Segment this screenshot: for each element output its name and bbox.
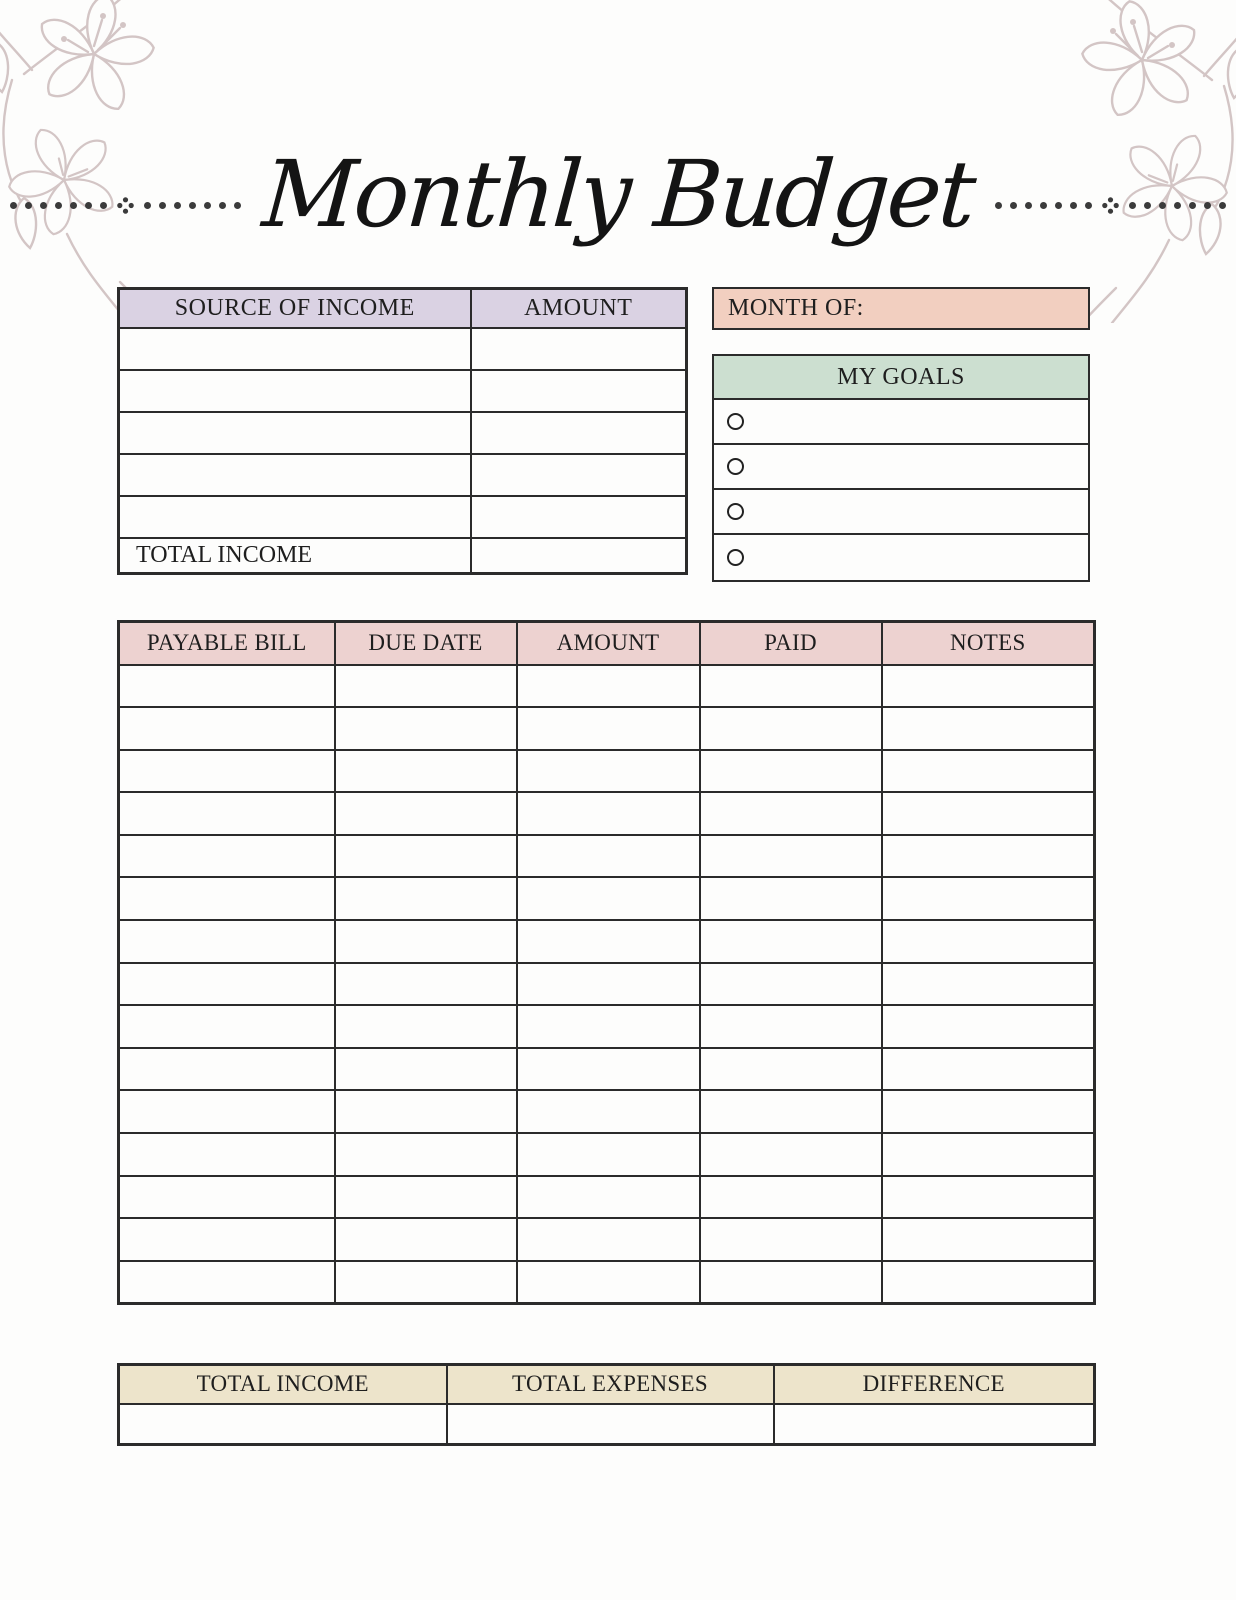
bill-entry-cell[interactable]	[119, 707, 335, 750]
bill-entry-cell[interactable]	[335, 665, 517, 708]
bill-entry-cell[interactable]	[119, 1261, 335, 1304]
table-row	[119, 707, 1095, 750]
income-entry-cell[interactable]	[119, 328, 471, 370]
table-row	[119, 1176, 1095, 1219]
income-entry-cell[interactable]	[119, 370, 471, 412]
ornament-dots-left	[10, 197, 241, 214]
ornament-dot	[159, 202, 166, 209]
income-entry-cell[interactable]	[471, 454, 687, 496]
bill-entry-cell[interactable]	[517, 1176, 700, 1219]
bill-entry-cell[interactable]	[882, 1005, 1095, 1048]
goal-row[interactable]	[714, 400, 1088, 445]
bills-table-body	[119, 665, 1095, 1304]
table-row	[119, 496, 687, 538]
bill-entry-cell[interactable]	[517, 792, 700, 835]
bill-entry-cell[interactable]	[335, 1218, 517, 1261]
ornament-dot	[1025, 202, 1032, 209]
ornament-dot	[40, 202, 47, 209]
ornament-dot	[1219, 202, 1226, 209]
ornament-dot	[1070, 202, 1077, 209]
income-entry-cell[interactable]	[471, 370, 687, 412]
bill-entry-cell[interactable]	[119, 1218, 335, 1261]
bill-entry-cell[interactable]	[882, 1176, 1095, 1219]
bill-entry-cell[interactable]	[517, 963, 700, 1006]
table-row	[119, 963, 1095, 1006]
ornament-dot	[1055, 202, 1062, 209]
goal-bullet-circle[interactable]	[727, 413, 744, 430]
bill-entry-cell[interactable]	[517, 1005, 700, 1048]
dot-run	[144, 202, 241, 209]
summary-table-body	[119, 1404, 1095, 1445]
bill-entry-cell[interactable]	[119, 1133, 335, 1176]
bill-entry-cell[interactable]	[700, 1005, 882, 1048]
four-dot-diamond-icon	[1102, 197, 1119, 214]
bill-entry-cell[interactable]	[517, 750, 700, 793]
ornament-dot	[1085, 202, 1092, 209]
income-table-head-row	[119, 289, 687, 328]
bills-column-header: AMOUNT	[517, 622, 700, 665]
summary-value-cell[interactable]	[774, 1404, 1095, 1445]
page-title: Monthly Budget	[259, 140, 977, 248]
income-entry-cell[interactable]	[471, 496, 687, 538]
dot-run	[10, 202, 107, 209]
bill-entry-cell[interactable]	[335, 1261, 517, 1304]
table-row	[119, 835, 1095, 878]
bill-entry-cell[interactable]	[517, 877, 700, 920]
goal-bullet-circle[interactable]	[727, 458, 744, 475]
bill-entry-cell[interactable]	[517, 920, 700, 963]
bill-entry-cell[interactable]	[335, 963, 517, 1006]
dot-run	[1129, 202, 1226, 209]
goal-row[interactable]	[714, 445, 1088, 490]
bill-entry-cell[interactable]	[700, 1090, 882, 1133]
bill-entry-cell[interactable]	[882, 1218, 1095, 1261]
bill-entry-cell[interactable]	[335, 1090, 517, 1133]
bill-entry-cell[interactable]	[517, 1261, 700, 1304]
ornament-dot	[10, 202, 17, 209]
ornament-dot	[25, 202, 32, 209]
bill-entry-cell[interactable]	[517, 1048, 700, 1091]
bill-entry-cell[interactable]	[119, 750, 335, 793]
table-row	[119, 1005, 1095, 1048]
bill-entry-cell[interactable]	[882, 1133, 1095, 1176]
ornament-dot	[219, 202, 226, 209]
bill-entry-cell[interactable]	[335, 1176, 517, 1219]
table-row	[119, 412, 687, 454]
bill-entry-cell[interactable]	[700, 1176, 882, 1219]
bill-entry-cell[interactable]	[335, 877, 517, 920]
table-row	[119, 750, 1095, 793]
ornament-dot	[995, 202, 1002, 209]
summary-column-header: DIFFERENCE	[774, 1365, 1095, 1404]
ornament-dot	[1144, 202, 1151, 209]
ornament-dot	[234, 202, 241, 209]
ornament-dot	[1040, 202, 1047, 209]
bill-entry-cell[interactable]	[700, 835, 882, 878]
ornament-dots-right	[995, 197, 1226, 214]
bill-entry-cell[interactable]	[517, 1090, 700, 1133]
bill-entry-cell[interactable]	[882, 877, 1095, 920]
ornament-dot	[1189, 202, 1196, 209]
bill-entry-cell[interactable]	[335, 1048, 517, 1091]
income-entry-cell[interactable]	[119, 454, 471, 496]
dot-run	[995, 202, 1092, 209]
bill-entry-cell[interactable]	[700, 877, 882, 920]
table-row	[119, 370, 687, 412]
bill-entry-cell[interactable]	[335, 1005, 517, 1048]
bills-table-head-row	[119, 622, 1095, 665]
bill-entry-cell[interactable]	[517, 1133, 700, 1176]
bill-entry-cell[interactable]	[119, 1176, 335, 1219]
goal-row[interactable]	[714, 490, 1088, 535]
bill-entry-cell[interactable]	[517, 835, 700, 878]
table-row	[119, 665, 1095, 708]
bill-entry-cell[interactable]	[700, 707, 882, 750]
summary-column-header: TOTAL EXPENSES	[447, 1365, 774, 1404]
bill-entry-cell[interactable]	[119, 792, 335, 835]
bill-entry-cell[interactable]	[700, 1048, 882, 1091]
bill-entry-cell[interactable]	[119, 963, 335, 1006]
table-row	[119, 1048, 1095, 1091]
total-income-row	[119, 538, 687, 574]
summary-value-cell[interactable]	[119, 1404, 447, 1445]
bill-entry-cell[interactable]	[700, 1133, 882, 1176]
goals-box	[712, 354, 1090, 582]
goals-list	[714, 400, 1088, 580]
total-income-label: TOTAL INCOME	[119, 538, 471, 574]
ornament-dot	[204, 202, 211, 209]
table-row	[119, 792, 1095, 835]
bill-entry-cell[interactable]	[700, 1261, 882, 1304]
bill-entry-cell[interactable]	[335, 1133, 517, 1176]
bill-entry-cell[interactable]	[335, 792, 517, 835]
table-row	[119, 328, 687, 370]
summary-table-head-row	[119, 1365, 1095, 1404]
bill-entry-cell[interactable]	[517, 707, 700, 750]
ornament-dot	[55, 202, 62, 209]
goals-header: MY GOALS	[714, 356, 1088, 400]
ornament-dot	[70, 202, 77, 209]
bill-entry-cell[interactable]	[882, 707, 1095, 750]
income-column-header: AMOUNT	[471, 289, 687, 328]
goal-row[interactable]	[714, 535, 1088, 580]
income-column-header: SOURCE OF INCOME	[119, 289, 471, 328]
ornament-dot	[174, 202, 181, 209]
payable-bills-table	[117, 620, 1096, 1305]
table-row	[119, 1133, 1095, 1176]
table-row	[119, 1090, 1095, 1133]
ornament-dot	[1010, 202, 1017, 209]
bill-entry-cell[interactable]	[882, 1090, 1095, 1133]
summary-value-cell[interactable]	[447, 1404, 774, 1445]
bill-entry-cell[interactable]	[700, 792, 882, 835]
bill-entry-cell[interactable]	[882, 963, 1095, 1006]
bill-entry-cell[interactable]	[700, 963, 882, 1006]
ornament-dot	[1159, 202, 1166, 209]
ornament-dot	[85, 202, 92, 209]
bill-entry-cell[interactable]	[335, 750, 517, 793]
bill-entry-cell[interactable]	[335, 920, 517, 963]
ornament-dot	[1204, 202, 1211, 209]
bill-entry-cell[interactable]	[882, 920, 1095, 963]
bill-entry-cell[interactable]	[882, 792, 1095, 835]
bill-entry-cell[interactable]	[700, 1218, 882, 1261]
bill-entry-cell[interactable]	[882, 665, 1095, 708]
bills-column-header: PAYABLE BILL	[119, 622, 335, 665]
bill-entry-cell[interactable]	[119, 665, 335, 708]
income-table	[117, 287, 688, 575]
bill-entry-cell[interactable]	[882, 1261, 1095, 1304]
goal-bullet-circle[interactable]	[727, 549, 744, 566]
bill-entry-cell[interactable]	[335, 835, 517, 878]
table-row	[119, 1261, 1095, 1304]
month-of-label: MONTH OF:	[728, 295, 864, 321]
income-entry-cell[interactable]	[471, 328, 687, 370]
ornament-dot	[1129, 202, 1136, 209]
bill-entry-cell[interactable]	[119, 1005, 335, 1048]
ornament-dot	[189, 202, 196, 209]
summary-column-header: TOTAL INCOME	[119, 1365, 447, 1404]
table-row	[119, 877, 1095, 920]
bill-entry-cell[interactable]	[119, 1090, 335, 1133]
ornament-dot	[1174, 202, 1181, 209]
bill-entry-cell[interactable]	[882, 835, 1095, 878]
page-header	[0, 112, 1236, 277]
total-income-value-cell[interactable]	[471, 538, 687, 574]
bill-entry-cell[interactable]	[882, 1048, 1095, 1091]
four-dot-diamond-icon	[117, 197, 134, 214]
bill-entry-cell[interactable]	[119, 1048, 335, 1091]
bills-column-header: PAID	[700, 622, 882, 665]
bill-entry-cell[interactable]	[882, 750, 1095, 793]
bill-entry-cell[interactable]	[119, 920, 335, 963]
income-table-body	[119, 328, 687, 538]
bill-entry-cell[interactable]	[700, 750, 882, 793]
table-row	[119, 1218, 1095, 1261]
goal-bullet-circle[interactable]	[727, 503, 744, 520]
table-row	[119, 1404, 1095, 1445]
income-entry-cell[interactable]	[119, 496, 471, 538]
bills-column-header: NOTES	[882, 622, 1095, 665]
month-of-box[interactable]	[712, 287, 1090, 330]
bill-entry-cell[interactable]	[119, 835, 335, 878]
bill-entry-cell[interactable]	[700, 665, 882, 708]
table-row	[119, 454, 687, 496]
summary-table	[117, 1363, 1096, 1446]
ornament-dot	[144, 202, 151, 209]
bill-entry-cell[interactable]	[335, 707, 517, 750]
bill-entry-cell[interactable]	[700, 920, 882, 963]
income-entry-cell[interactable]	[119, 412, 471, 454]
bills-column-header: DUE DATE	[335, 622, 517, 665]
bill-entry-cell[interactable]	[517, 665, 700, 708]
income-entry-cell[interactable]	[471, 412, 687, 454]
ornament-dot	[100, 202, 107, 209]
table-row	[119, 920, 1095, 963]
bill-entry-cell[interactable]	[119, 877, 335, 920]
bill-entry-cell[interactable]	[517, 1218, 700, 1261]
